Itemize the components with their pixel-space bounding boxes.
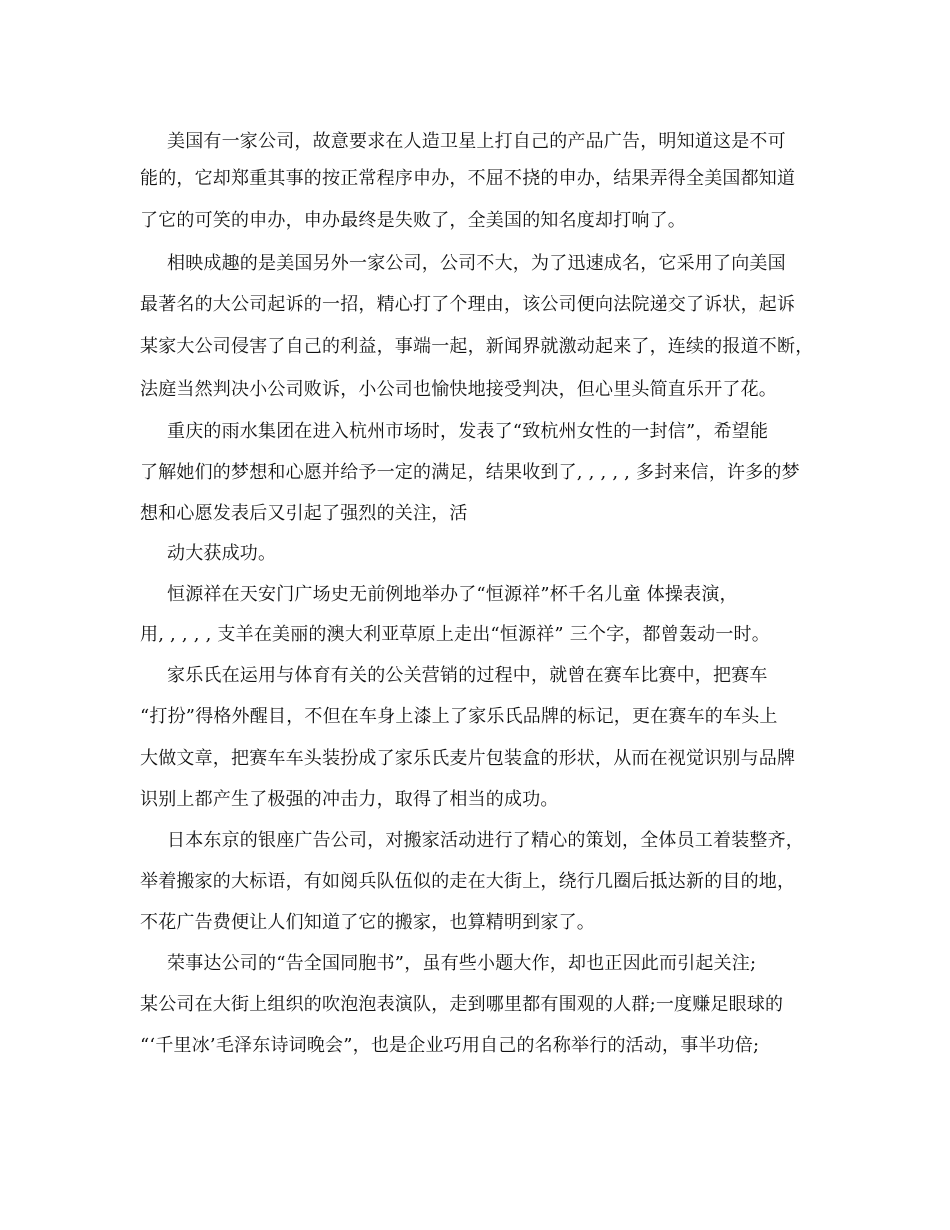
text-line: 恒源祥在天安门广场史无前例地举办了“恒源祥”杯千名儿童 体操表演， (167, 584, 738, 605)
text-line: 某公司在大街上组织的吹泡泡表演队，走到哪里都有围观的人群;一度赚足眼球的 (140, 994, 784, 1015)
text-line: 不花广告费便让人们知道了它的搬家，也算精明到家了。 (140, 912, 595, 933)
text-line: 日本东京的银座广告公司，对搬家活动进行了精心的策划，全体员工着装整齐， (167, 830, 804, 851)
text-line: “‘千里冰’毛泽东诗词晚会”，也是企业巧用自己的名称举行的活动，事半功倍; (140, 1035, 760, 1056)
text-line: 能的，它却郑重其事的按正常程序申办，不屈不挠的申办，结果弄得全美国都知道 (140, 168, 796, 189)
text-line: 用, , , , , 支羊在美丽的澳大利亚草原上走出“恒源祥” 三个字，都曾轰动一时。 (140, 624, 770, 645)
text-line: 动大获成功。 (167, 543, 277, 564)
text-line: “打扮”得格外醒目，不但在车身上漆上了家乐氏品牌的标记，更在赛车的车头上 (140, 706, 778, 727)
text-line: 举着搬家的大标语，有如阅兵队伍似的走在大街上，绕行几圈后抵达新的目的地， (140, 871, 796, 892)
text-line: 法庭当然判决小公司败诉，小公司也愉快地接受判决，但心里头简直乐开了花。 (140, 379, 777, 400)
text-line: 荣事达公司的“告全国同胞书”，虽有些小题大作，却也正因此而引起关注; (167, 953, 757, 974)
text-line: 识别上都产生了极强的冲击力，取得了相当的成功。 (140, 789, 559, 810)
text-line: 想和心愿发表后又引起了强烈的关注，活 (140, 503, 468, 524)
text-line: 最著名的大公司起诉的一招，精心打了个理由，该公司便向法院递交了诉状，起诉 (140, 294, 796, 315)
text-line: 相映成趣的是美国另外一家公司，公司不大，为了迅速成名，它采用了向美国 (167, 253, 786, 274)
text-line: 了它的可笑的申办，申办最终是失败了，全美国的知名度却打响了。 (140, 210, 686, 231)
text-line: 大做文章，把赛车车头装扮成了家乐氏麦片包装盒的形状，从而在视觉识别与品牌 (140, 748, 796, 769)
text-line: 了解她们的梦想和心愿并给予一定的满足，结果收到了, , , , , 多封来信，许多的梦 (140, 462, 800, 483)
text-line: 某家大公司侵害了自己的利益，事端一起，新闻界就激动起来了，连续的报道不断， (140, 336, 814, 357)
text-line: 家乐氏在运用与体育有关的公关营销的过程中，就曾在赛车比赛中，把赛车 (167, 665, 768, 686)
text-line: 美国有一家公司，故意要求在人造卫星上打自己的产品广告，明知道这是不可 (167, 131, 786, 152)
text-line: 重庆的雨水集团在进入杭州市场时，发表了“致杭州女性的一封信”，希望能 (167, 421, 769, 442)
